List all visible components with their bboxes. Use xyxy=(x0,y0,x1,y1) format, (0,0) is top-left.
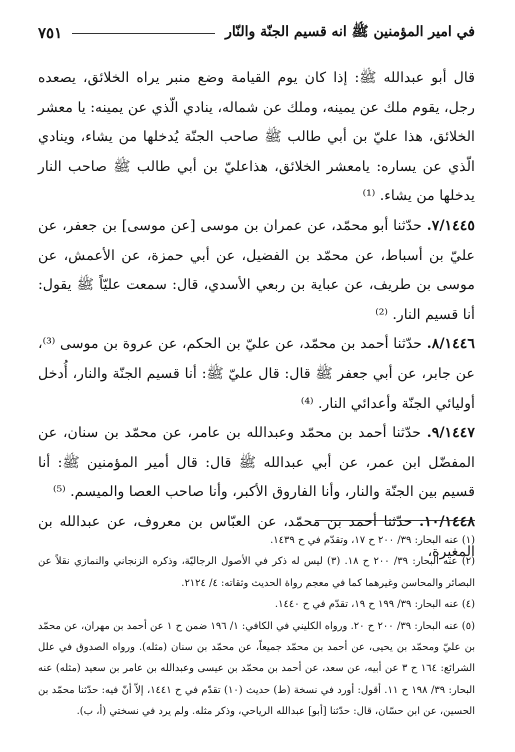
header-title: في امير المؤمنين ﷺ انه قسيم الجنّة والنّار xyxy=(225,24,475,40)
hadith-text: حدّثنا أبو محمّد، عن عمران بن موسى [عن موسى] بن جعفر، عن عليّ بن أسباط، عن محمّد بن الفضيل، عن أبي حمزة، عن الأعمش، عن موسى بن طريف، عن عباية بن ربعي الأسدي، قال: سمعت عليّاً ﷺ يقول: أنا قسيم النار. ⁽²⁾ xyxy=(38,217,475,323)
hadith-text: حدّثنا أحمد بن محمّد، عن عليّ بن الحكم، عن عروة بن موسى ⁽³⁾، عن جابر، عن أبي جعفر ﷺ قال: قال عليّ ﷺ: أنا قسيم الجنّة والنار، أُدخل أوليائي الجنّة وأعدائي النار. ⁽⁴⁾ xyxy=(38,336,475,412)
footnote: (١) عنه البحار: ٣٩/ ٢٠٠ ح ١٧، وتقدّم في ح ١٤٣٩. xyxy=(270,535,475,546)
hadith-number: ٩/١٤٤٧. xyxy=(426,425,475,442)
hadith-text: حدّثنا أحمد بن محمّد وعبدالله بن عامر، عن محمّد بن سنان، عن المفضّل ابن عمر، عن أبي عبدالله ﷺ قال: قال أمير المؤمنين ﷺ: أنا قسيم بين الجنّة والنار، وأنا الفاروق الأكبر، وأنا صاحب العصا والميسم. ⁽⁵⁾ xyxy=(38,425,475,501)
footnote: (٢) عنه البحار: ٣٩/ ٢٠٠ ح ١٨. (٣) ليس له ذكر في الأصول الرجاليّة، وذكره الزنجاني والنمازي نقلاً عن البصائر والمحاسن وغيرهما كما في معجم رواة الحديث وثقاته: ٤/ ٢١٢٤. xyxy=(38,556,476,589)
footnote: (٤) عنه البحار: ٣٩/ ١٩٩ ح ١٩، تقدّم في ح ١٤٤٠. xyxy=(274,599,475,611)
hadith-number: ٨/١٤٤٦. xyxy=(426,336,475,353)
hadith-number: ١٠/١٤٤٨. xyxy=(419,513,475,530)
hadith-paragraph xyxy=(38,330,475,419)
running-header xyxy=(38,22,475,44)
hadith-paragraph xyxy=(38,212,475,330)
hadith-text: قال أبو عبدالله ﷺ: إذا كان يوم القيامة وضع منبر يراه الخلائق، يصعده رجل، يقوم ملك عن يمينه، وملك عن شماله، ينادي الّذي عن يمينه: يا معشر الخلائق، هذا عليّ بن أبي طالب ﷺ صاحب الجنّة يُدخلها من يشاء، وينادي الّذي عن يساره: يامعشر الخلائق، هذاعليّ بن أبي طالب ﷺ صاحب النار يدخلها من يشاء. ⁽¹⁾ xyxy=(38,70,475,205)
main-text xyxy=(38,64,475,567)
footnotes xyxy=(38,530,475,723)
footnote: (٥) عنه البحار: ٣٩/ ٢٠٠ ح ٢٠. ورواه الكليني في الكافي: ١/ ١٩٦ ضمن ح ١ عن أحمد بن مهران، عن محمّد بن عليّ ومحمّد بن يحيى، عن أحمد بن محمّد جميعاً، عن محمّد بن سنان (مثله). ورواه الصدوق في علل الشرائع: ١٦٤ ح ٣ عن أبيه، عن سعد، عن أحمد بن محمّد بن عيسى وعبدالله بن عامر بن سعيد (مثله) عنه البحار: ٣٩/ ١٩٨ ح ١١. أقول: أورد في نسخة (ط) حديث (١٠) تقدّم في ح ١٤٤١، إلاّ أنّ فيه: حدّثنا محمّد بن الحسين، عن ابن حسّان، قال: حدّثنا [أبو] عبدالله الرياحي، وذكر مثله. ولم يرد في نسختي (أ، ب). xyxy=(38,620,476,718)
hadith-number: ٧/١٤٤٥. xyxy=(426,217,475,234)
header-rule xyxy=(72,33,215,34)
page-number: ٧٥١ xyxy=(38,24,63,42)
hadith-paragraph xyxy=(38,64,475,212)
hadith-text: حدّثنا أحمد بن محمّد، عن العبّاس بن معروف، عن عبدالله بن المغيرة، xyxy=(38,513,475,560)
footnote-separator xyxy=(315,520,475,521)
hadith-paragraph xyxy=(38,419,475,508)
